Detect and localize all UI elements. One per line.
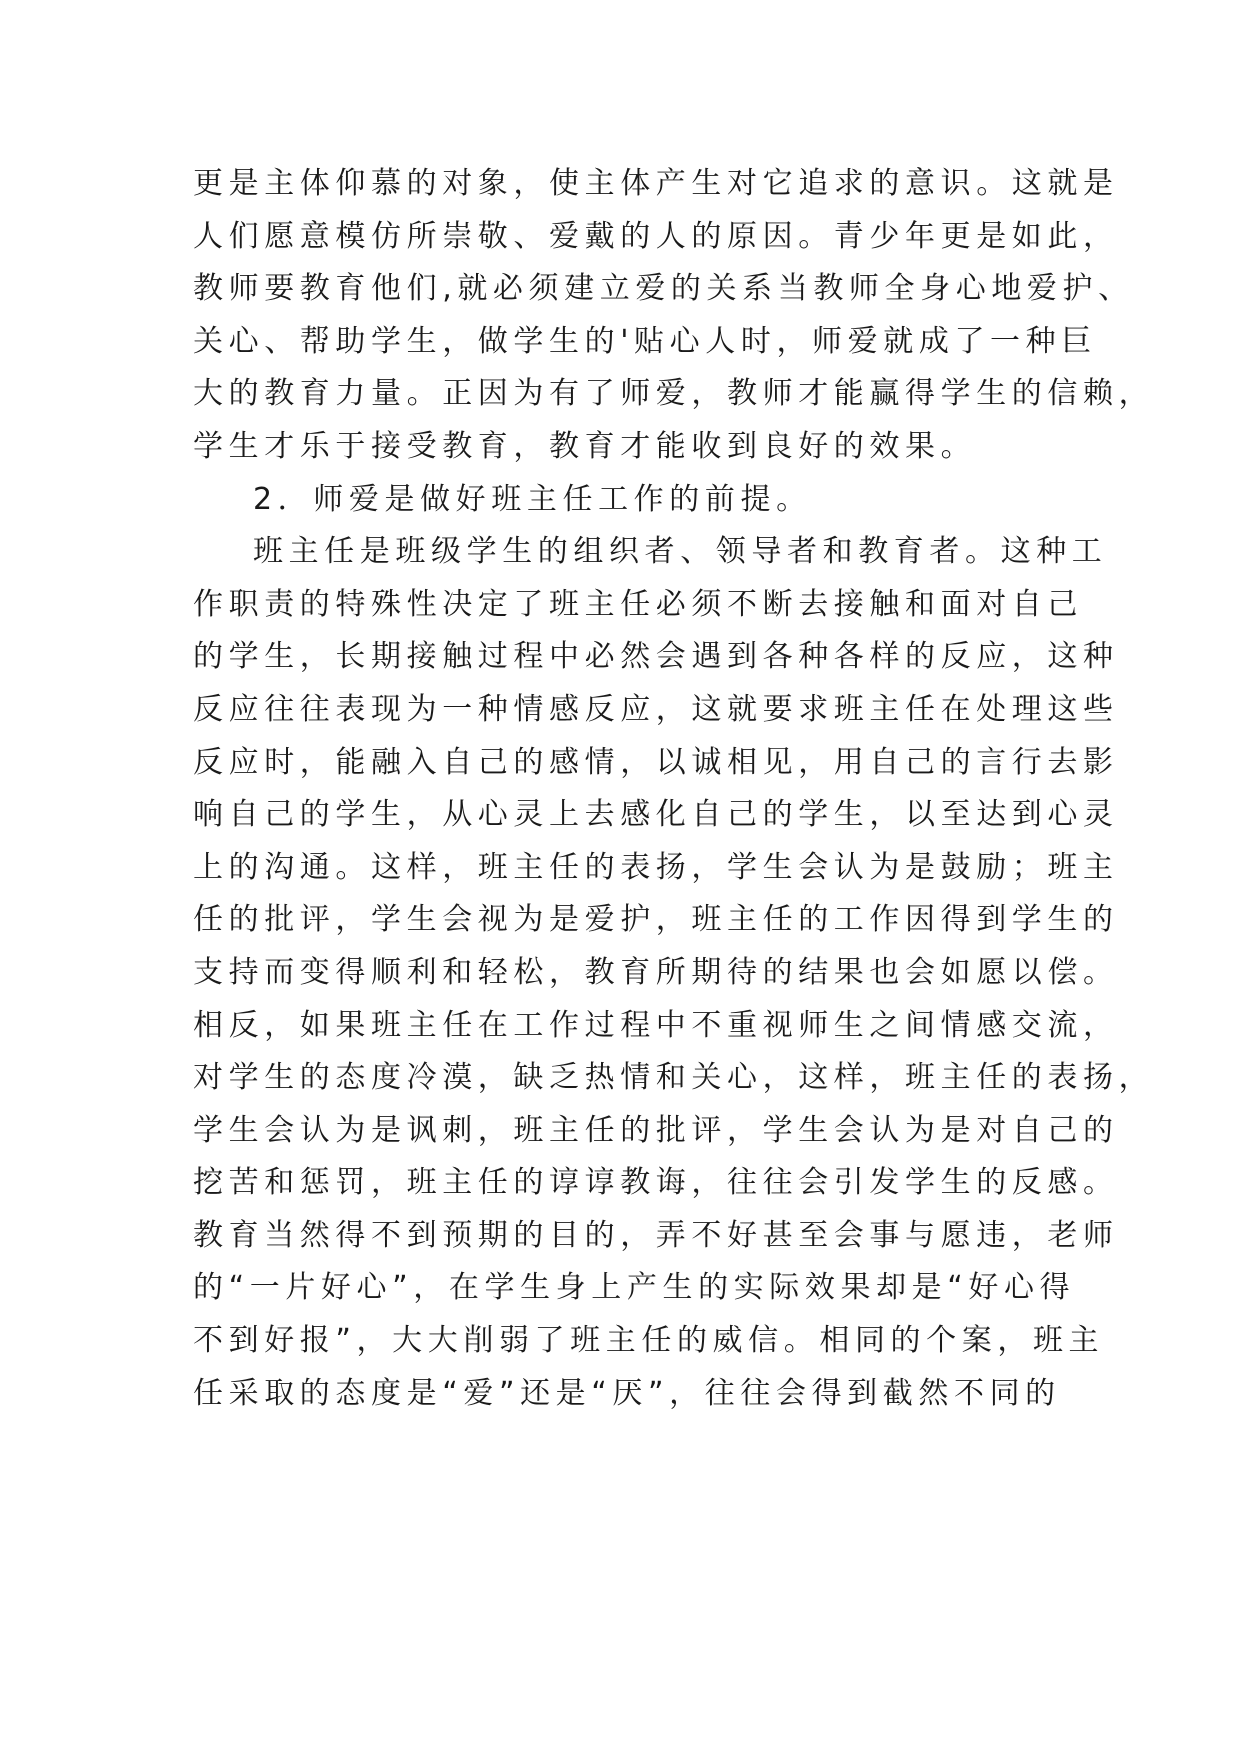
text-line: 任采取的态度是“爱”还是“厌”，往往会得到截然不同的: [193, 1375, 1061, 1411]
text-line: 挖苦和惩罚，班主任的谆谆教诲，往往会引发学生的反感。: [193, 1165, 1119, 1201]
paragraph-first-line: 班主任是班级学生的组织者、领导者和教育者。这种工: [253, 534, 1108, 570]
text-line: 作职责的特殊性决定了班主任必须不断去接触和面对自己: [193, 586, 1083, 622]
text-line: 更是主体仰慕的对象，使主体产生对它追求的意识。这就是: [193, 166, 1119, 201]
text-line: 教育当然得不到预期的目的，弄不好甚至会事与愿违，老师: [193, 1217, 1119, 1253]
text-line: 反应往往表现为一种情感反应，这就要求班主任在处理这些: [193, 691, 1119, 727]
text-line: 响自己的学生，从心灵上去感化自己的学生，以至达到心灵: [193, 797, 1119, 833]
text-line: 不到好报”，大大削弱了班主任的威信。相同的个案，班主: [193, 1323, 1105, 1359]
text-line: 上的沟通。这样，班主任的表扬，学生会认为是鼓励；班主: [193, 849, 1119, 885]
text-line: 学生才乐于接受教育，教育才能收到良好的效果。: [193, 428, 977, 464]
text-line: 任的批评，学生会视为是爱护，班主任的工作因得到学生的: [193, 902, 1119, 938]
text-line: 对学生的态度冷漠，缺乏热情和关心，这样，班主任的表扬，: [193, 1060, 1155, 1096]
text-line: 的学生，长期接触过程中必然会遇到各种各样的反应，这种: [193, 639, 1119, 675]
text-line: 关心、帮助学生，做学生的'贴心人时，师爱就成了一种巨: [193, 323, 1097, 359]
text-line: 学生会认为是讽刺，班主任的批评，学生会认为是对自己的: [193, 1112, 1119, 1148]
text-line: 教师要教育他们,就必须建立爱的关系当教师全身心地爱护、: [193, 271, 1134, 307]
section-heading: 2．师爱是做好班主任工作的前提。: [253, 481, 812, 517]
text-line: 相反，如果班主任在工作过程中不重视师生之间情感交流，: [193, 1007, 1119, 1043]
text-line: 的“一片好心”，在学生身上产生的实际效果却是“好心得: [193, 1270, 1076, 1306]
text-line: 大的教育力量。正因为有了师爱，教师才能赢得学生的信赖，: [193, 376, 1155, 412]
text-line: 支持而变得顺利和轻松，教育所期待的结果也会如愿以偿。: [193, 954, 1119, 990]
document-body: [193, 158, 1155, 1420]
text-line: 反应时，能融入自己的感情，以诚相见，用自己的言行去影: [193, 744, 1119, 780]
text-line: 人们愿意模仿所崇敬、爱戴的人的原因。青少年更是如此，: [193, 218, 1119, 254]
